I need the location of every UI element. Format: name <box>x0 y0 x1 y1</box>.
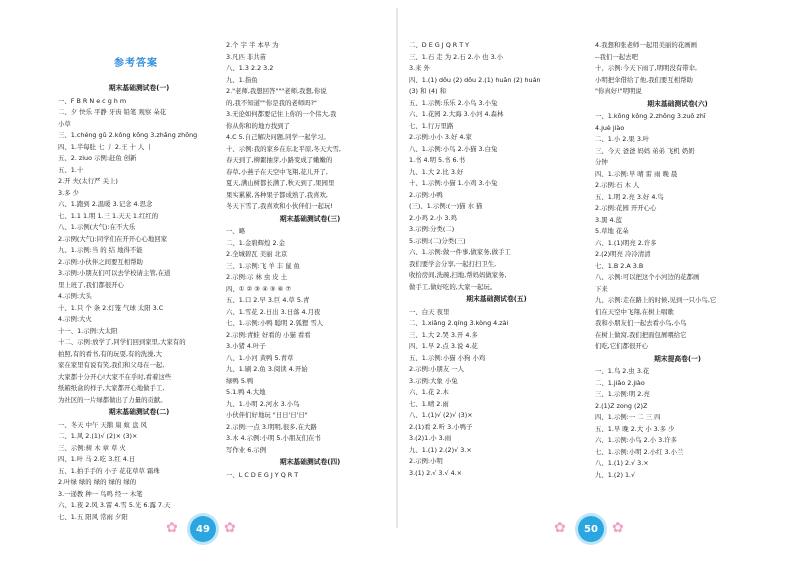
answer-line: 二、1.xiǎng 2.qíng 3.kòng 4.zài <box>409 319 509 327</box>
answer-line: 3.一递教 种一 鸟鸣 经一 木笔 <box>58 489 143 498</box>
answer-line: 2.(1)看 2.听 3.小鸭子 <box>409 422 473 431</box>
answer-line: 3.(2)1.小 3.雨 <box>409 434 452 442</box>
page-number-right: 50 <box>578 516 604 542</box>
answer-line: 八、1.(1) 2.√ 3.× <box>595 459 649 467</box>
answer-line: 做手工,做好吃的,大家一起玩。 <box>409 282 497 291</box>
answer-line: 们在天空中飞翔,在树上唱歌 <box>595 307 674 316</box>
answer-line: 六、1.示例:做一件事,做家务,做手工 <box>409 248 511 256</box>
answer-line: 拍照,有的看书,有的玩耍,有的洗澡,大 <box>58 349 162 358</box>
answer-line: 我们要学会分享,一起打扫卫生, <box>409 259 497 268</box>
answer-line: 三、示例:树 木 章 草 火 <box>58 443 126 452</box>
answer-line: 四、1.示例:一 二 三 四 <box>595 413 661 421</box>
answer-line: 收拾房间,洗碗,扫地,帮妈妈做家务, <box>409 271 507 279</box>
answer-line: 三、1.石 走 为 2.石 2.小 也 3.小 <box>409 52 504 61</box>
answer-line: 五、1.示例:小猫 小狗 小鸡 <box>409 353 486 362</box>
page-gutter <box>396 8 398 528</box>
answer-line: 2.示例:小小 3.好 4.家 <box>409 133 472 141</box>
answer-line: 2.个 字 半 本早 为 <box>226 41 279 49</box>
answer-line: 九、1.(1) 2.(2)√ 3.× <box>409 445 472 454</box>
answer-line: 4.我想和张老师一起用美丽的花画画 <box>595 41 697 49</box>
answer-line: 四、1.半每肚 七 丿 2.王 十 人 丨 <box>58 142 153 151</box>
answer-line: 在树上做窝,我们把面包屑喂给它 <box>595 330 687 339</box>
answer-line: 5.示例:(二)分类(三) <box>409 236 466 245</box>
answer-column-1 <box>58 82 220 523</box>
answer-line: 九、1.(2) 1.√ <box>595 470 636 479</box>
answer-line: 4.C 5.自己解决问题,同学一起学习。 <box>226 133 330 141</box>
answer-line: 2.示例:石 木 人 <box>595 181 640 189</box>
flower-icon: ✿ <box>612 520 624 536</box>
answer-line: 1.书 4.明 5.书 6.书 <box>409 156 466 164</box>
answer-line: 六、1.花 2.木 <box>409 388 449 396</box>
section-title: 期末基础测试卷(二) <box>108 408 170 416</box>
answer-line: 小草 <box>58 119 71 128</box>
answer-line: 写作业 6.示例 <box>226 445 267 454</box>
answer-line: 小明把伞借给了他,我们要互相帮助 <box>595 75 693 84</box>
answer-line: 果实累累,各种果子都成熟了,我喜欢, <box>226 190 328 199</box>
answer-line: 六、1.雪花 2.日出 3.日落 4.月夜 <box>226 307 321 316</box>
answer-line: 十、示例:我的家乡在东北平原,冬天大雪, <box>226 144 341 153</box>
answer-line: 2.示例:青蛙 好看的 小猫 看看 <box>226 330 311 339</box>
answer-line: 3.示例:小朋友们可以去学校请主管,在道 <box>58 269 171 277</box>
answer-line: 七、1.晴 2.雨 <box>409 399 449 408</box>
answer-line: 四、1.叶 马 2.吃 3.红 4.日 <box>58 455 136 463</box>
answer-line: 2.示例:小朋友 一人 <box>409 365 465 373</box>
answer-line: 2.示例:小伙伴之间要互相帮助 <box>58 257 143 266</box>
answer-line: 为社区的一片绿都做出了力量的贡献。 <box>58 395 167 404</box>
answer-column-4 <box>595 40 760 481</box>
answer-line: 2.示例:示 林 虫 皮 土 <box>226 273 288 281</box>
answer-column-3 <box>409 40 584 479</box>
answer-line: 里上班了,我们都很开心 <box>58 280 124 289</box>
flower-icon: ✿ <box>224 520 236 536</box>
answer-line: 二、夕 快乐 平静 牙齿 铅笔 观察 朵花 <box>58 108 167 116</box>
answer-line: --我们一起去吧 <box>595 52 638 61</box>
answer-line: 八、1.3 2.2 3.2 <box>226 64 274 72</box>
answer-line: 2.示例:花园 开开心心 <box>595 204 657 212</box>
answer-line: 纸箱纸盒的样子,大家都开心地做手工, <box>58 384 165 392</box>
answer-line: 三、1.chéng gǔ 2.kǒng kōng 3.zhǎng zhōng <box>58 131 198 139</box>
answer-line: 九、1.小明 2.河水 3.小鸟 <box>226 399 300 408</box>
answer-line: 一、1.kōng kǒng 2.zhǒng 3.zuō zhī <box>595 112 706 120</box>
answer-line: 3.凡匹 非共苗 <box>226 52 267 61</box>
answer-line: 2.示例:小明 <box>409 457 443 465</box>
answer-line: 四、1.(1) dǒu (2) dōu 2.(1) huān (2) huán <box>409 75 541 84</box>
answer-line: 七、1.示例:小鸭 聪明 2.狐狸 雪人 <box>226 319 324 327</box>
answer-line: 五、1.拍手手的 小子 花花草草 霜珠 <box>58 466 160 475</box>
answer-line: 春草,小燕子在天空中飞翔,花儿开了, <box>226 167 328 176</box>
answer-line: 四、① ② ③ ④ ⑤ ⑥ ⑦ <box>226 284 292 293</box>
answer-line: 八、1.示例(大气):在不大乐 <box>58 223 136 231</box>
answer-line: 一、冬天 中午 天鹅 扇 蚁 盘 风 <box>58 420 147 429</box>
answer-line: 3.示例:分类(二) <box>409 225 455 233</box>
answer-line: 五、1.明 2.亮 3.好 4.鸟 <box>595 192 664 201</box>
answer-line: 九、1.刷 2.鱼 3.阅读 4.开始 <box>226 365 308 373</box>
answer-line: 一、略 <box>226 227 246 235</box>
answer-line: 2."老师,我想回答"""老师,我想,你说 <box>226 87 327 95</box>
answer-line: 4.示例:大火 <box>58 315 92 323</box>
flower-icon: ✿ <box>554 520 566 536</box>
answer-line: 三、1.大 2.哭 3.开 4.多 <box>409 330 478 339</box>
answer-line: 春天到了,柳絮抽芽,小路变成了嫩嫩的 <box>226 156 333 164</box>
answer-line: 你从你和的地方找到了 <box>226 121 290 130</box>
answer-line: 2.示例:一点 3.明明,很多,在大路 <box>226 422 317 431</box>
answer-line: 五、1.示例:乐乐 2.小鸟 3.小兔 <box>409 98 498 107</box>
answer-column-2 <box>226 40 394 481</box>
answer-line: 六、1.跑到 2.温暖 3.记念 4.思念 <box>58 200 153 208</box>
answer-line: 2.开 夫(太行严 关上) <box>58 177 118 185</box>
answer-line: 十、示例:今天下雨了,明明没有带伞, <box>595 64 698 72</box>
answer-line: 2.叶绿 绿的 绿的 绿的 绿的 <box>58 478 137 486</box>
answer-line: 3.示例:大象 小兔 <box>409 376 458 385</box>
answer-line: 3.木 4.示例:小明 5.小朋友们在书 <box>226 434 321 442</box>
answer-line: 六、1.(1)明亮 2.许多 <box>595 238 657 247</box>
answer-line: 七、1.五 阳风 常雨 夕阳 <box>58 512 128 521</box>
answer-line: 五、1.早 晚 2.大 小 3.多 少 <box>595 424 675 433</box>
answer-line: 冬天下雪了,我喜欢和小伙伴们一起玩! <box>226 202 333 210</box>
answer-line: 五、1.口 2.早 3.巨 4.草 5.青 <box>226 296 310 304</box>
answer-line: 七、1.行万里路 <box>409 121 454 130</box>
answer-line: 下来 <box>595 284 608 293</box>
answer-line: 八、1.(1)√ (2)√ (3)× <box>409 411 473 419</box>
answer-line: 夏天,满山树都长满了,秋天到了,果园里 <box>226 179 335 187</box>
answer-line: 二、1.jiǎo 2.jiào <box>595 378 645 387</box>
section-title: 期末基础测试卷(一) <box>108 84 170 92</box>
answer-line: 十、1.示例:小猫 1.小鸡 3.小兔 <box>409 179 498 187</box>
answer-line: 一、F B R N e c g h m <box>58 96 127 105</box>
page-title: 参考答案 <box>114 58 158 69</box>
answer-line: 十二、示例:放学了,同学们回到家里,大家有的 <box>58 338 186 346</box>
answer-line: 九、1.指鱼 <box>226 75 258 84</box>
answer-line: 二、D E G J Q R T Y <box>409 41 470 49</box>
answer-line: 三、1.示例:明 2.亮 <box>595 390 650 398</box>
answer-line: 七、1.B 2.A 3.B <box>595 261 644 270</box>
answer-line: 绿鸭 5.鸭 <box>226 376 254 385</box>
answer-line: 七、1.示例:小明 2.小红 3.小兰 <box>595 447 684 456</box>
answer-line: 3.(1) 2.√ 3.√ 4.× <box>409 468 463 477</box>
answer-line: "你真好!"明明说 <box>595 87 642 95</box>
answer-line: 3.多 少 <box>58 188 79 197</box>
answer-line: 一、白天 夜里 <box>409 307 450 316</box>
answer-line: 2.全城碧瓦 美丽 北京 <box>226 250 288 258</box>
answer-line: 三、1.示例:飞 羊 丰 鼠 鱼 <box>226 261 300 270</box>
answer-line: 十一、1.示例:大太阳 <box>58 326 118 335</box>
answer-line: 三、今天 爸爸 妈妈 弟弟 飞机 奶奶 <box>595 146 695 155</box>
section-title: 期末基础测试卷(六) <box>647 99 708 108</box>
section-title: 期末基础测试卷(五) <box>466 295 527 303</box>
answer-line: 大家都十分开心!大家不在乎时,看着这些 <box>58 372 172 381</box>
answer-line: 小伙伴们好地玩 "日日'日'日" <box>226 411 308 419</box>
answer-line: 3.小猪 4.叶子 <box>226 342 266 350</box>
section-title: 期末提高卷(一) <box>654 354 701 363</box>
answer-line: 一、1.鸟 2.虫 3.花 <box>595 367 650 375</box>
answer-line: 六、1.示例:小鸟 2.小 3.许多 <box>595 436 678 444</box>
answer-line: 四、1.示例:早 晴 雷 雨 晚 晨 <box>595 169 678 178</box>
answer-line: 2.示例:小鸭 <box>409 190 443 199</box>
answer-line: 九、1.示例:当 的 结 地得不能 <box>58 246 143 254</box>
answer-line: 二、1.小 2.果 3.叶 <box>595 135 650 143</box>
section-title: 期末基础测试卷(四) <box>279 458 341 466</box>
answer-line: 家在家里有说有笑,我们和父母在一起, <box>58 361 165 369</box>
answer-line: 四、1.早 2.点 3.说 4.花 <box>409 342 478 350</box>
answer-line: 五、1.十 <box>58 165 84 174</box>
answer-line: 八、1.小河 黄鸭 5.青草 <box>226 353 294 362</box>
answer-line: 的,我不知道""你是我的老师吗?" <box>226 98 317 107</box>
answer-line: 5.1.鸭 4.大地 <box>226 388 266 396</box>
answer-line: 五、2. ziuo 示例:赶鱼 创新 <box>58 154 137 162</box>
answer-line: 3.来 外 <box>409 64 430 72</box>
answer-line: 2.(1)Z zong (2)Z <box>595 401 648 410</box>
flower-icon: ✿ <box>166 520 178 536</box>
answer-line: 七、1.1 1.明 1.三 1.天天 1.红红的 <box>58 211 159 220</box>
answer-line: 们吃,它们都很开心 <box>595 342 649 350</box>
answer-line: 4.juè jiào <box>595 123 625 132</box>
answer-line: 八、1.示例:小鸟 2.小猫 3.白兔 <box>409 144 498 153</box>
answer-line: 3.无论如何都要记住上你的一个伟大,我 <box>226 110 337 118</box>
answer-line: 2.(2)明亮 冷冷清清 <box>595 250 651 258</box>
answer-line: 2.小鸡 2.小 3.鸡 <box>409 213 457 222</box>
answer-line: 4.示例:大头 <box>58 292 92 300</box>
answer-line: 十、1.只 个 条 2.灯笼 气球 太阳 3.C <box>58 303 164 312</box>
answer-line: 分钟 <box>595 158 608 166</box>
answer-line: 六、1.夜 2.风 3.雷 4.雪 5.光 6.露 7.天 <box>58 501 171 509</box>
answer-line: 九、示例:走在路上的时候,见到一只小鸟,它 <box>595 296 717 304</box>
answer-line: (三)、1.示例:(一)猫 水 猫 <box>409 202 483 210</box>
answer-line: 二、1.金碧辉煌 2.金 <box>226 238 285 247</box>
answer-line: 3.黑 4.蓝 <box>595 215 623 224</box>
answer-line: 二、1.风 2.(1)√ (2)× (3)× <box>58 432 138 440</box>
answer-line: 一、L C D E G J Y Q R T <box>226 470 299 479</box>
answer-line: (3) 和 (4) 和 <box>409 87 446 95</box>
answer-line: 八、示例:可以把这个小河边的花都画 <box>595 273 700 281</box>
page-number-left: 49 <box>190 516 216 542</box>
answer-line: 我和小朋友们一起去看小鸟,小鸟 <box>595 319 687 327</box>
answer-line: 2.示例(大气):同学们在开开心心地回家 <box>58 234 168 243</box>
section-title: 期末基础测试卷(三) <box>279 214 341 223</box>
answer-line: 5.草地 花朵 <box>595 227 629 235</box>
answer-line: 六、1.花园 2.大海 3.小河 4.森林 <box>409 110 504 118</box>
answer-line: 九、1.大 2.比 3.好 <box>409 167 464 176</box>
